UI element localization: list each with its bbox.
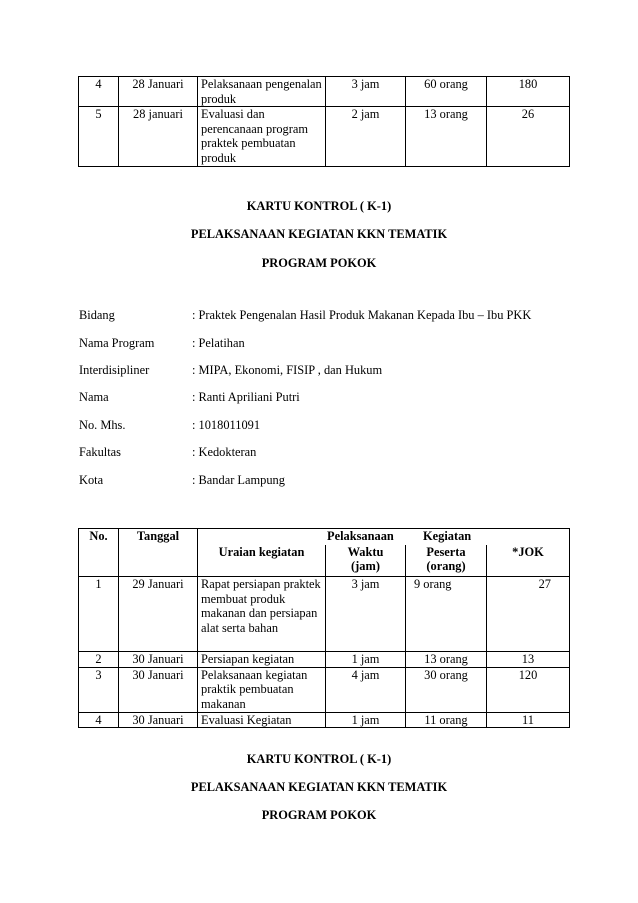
program-title: PROGRAM POKOK bbox=[261, 256, 377, 270]
info-value: : Bandar Lampung bbox=[192, 473, 285, 487]
info-value: : MIPA, Ekonomi, FISIP , dan Hukum bbox=[192, 363, 383, 377]
info-value: : Praktek Pengenalan Hasil Produk Makanan Kepada Ibu – Ibu PKK bbox=[192, 308, 532, 322]
card-title: KARTU KONTROL ( K-1) bbox=[246, 752, 392, 766]
info-value: : 1018011091 bbox=[192, 418, 261, 432]
header-waktu: Waktu (jam) bbox=[326, 545, 406, 577]
cell-peserta: 11 orang bbox=[406, 712, 487, 728]
card-title: KARTU KONTROL ( K-1) bbox=[246, 199, 392, 213]
info-label: Bidang bbox=[79, 308, 115, 322]
cell-jok: 13 bbox=[487, 652, 570, 668]
cell-waktu: 2 jam bbox=[326, 107, 406, 167]
cell-uraian: Evaluasi Kegiatan bbox=[198, 712, 326, 728]
cell-uraian: Persiapan kegiatan bbox=[198, 652, 326, 668]
activity-table bbox=[78, 528, 570, 728]
cell-jok: 27 bbox=[487, 577, 570, 652]
table-row bbox=[79, 107, 570, 167]
info-label: Kota bbox=[79, 473, 104, 487]
info-value: : Pelatihan bbox=[192, 336, 245, 350]
cell-peserta: 13 orang bbox=[406, 652, 487, 668]
header-no: No. bbox=[79, 529, 119, 577]
header-jok: *JOK bbox=[487, 545, 570, 577]
info-value: : Ranti Apriliani Putri bbox=[192, 390, 300, 404]
cell-uraian: Evaluasi dan perencanaan program praktek pembuatan produk bbox=[198, 107, 326, 167]
cell-waktu: 3 jam bbox=[326, 77, 406, 107]
section-title: PELAKSANAAN KEGIATAN KKN TEMATIK bbox=[190, 227, 448, 241]
header-tanggal: Tanggal bbox=[119, 529, 198, 577]
cell-no: 4 bbox=[79, 712, 119, 728]
header-group bbox=[198, 529, 570, 545]
cell-peserta: 60 orang bbox=[406, 77, 487, 107]
cell-jok: 180 bbox=[487, 77, 570, 107]
cell-tanggal: 28 januari bbox=[119, 107, 198, 167]
section-title: PELAKSANAAN KEGIATAN KKN TEMATIK bbox=[190, 780, 448, 794]
info-label: Interdisipliner bbox=[79, 363, 150, 377]
info-label: No. Mhs. bbox=[79, 418, 126, 432]
cell-uraian: Rapat persiapan praktek membuat produk makanan dan persiapan alat serta bahan bbox=[198, 577, 326, 652]
cell-jok: 11 bbox=[487, 712, 570, 728]
table-row bbox=[79, 712, 570, 728]
info-label: Nama bbox=[79, 390, 109, 404]
cell-peserta: 9 orang bbox=[406, 577, 487, 652]
cell-no: 5 bbox=[79, 107, 119, 167]
table-row bbox=[79, 577, 570, 652]
cell-waktu: 1 jam bbox=[326, 652, 406, 668]
info-label: Nama Program bbox=[79, 336, 155, 350]
header-uraian: Uraian kegiatan bbox=[198, 545, 326, 577]
cell-no: 2 bbox=[79, 652, 119, 668]
header-pelaksanaan: Pelaksanaan bbox=[327, 529, 394, 543]
cell-peserta: 13 orang bbox=[406, 107, 487, 167]
cell-no: 1 bbox=[79, 577, 119, 652]
cell-waktu: 4 jam bbox=[326, 667, 406, 712]
header-kegiatan: Kegiatan bbox=[423, 529, 472, 543]
cell-tanggal: 30 Januari bbox=[119, 712, 198, 728]
activity-table-continued bbox=[78, 76, 570, 167]
cell-waktu: 3 jam bbox=[326, 577, 406, 652]
cell-no: 4 bbox=[79, 77, 119, 107]
table-row bbox=[79, 667, 570, 712]
cell-uraian: Pelaksanaan pengenalan produk bbox=[198, 77, 326, 107]
cell-jok: 26 bbox=[487, 107, 570, 167]
table-header-row bbox=[79, 529, 570, 545]
table-row bbox=[79, 652, 570, 668]
info-value: : Kedokteran bbox=[192, 445, 257, 459]
cell-tanggal: 28 Januari bbox=[119, 77, 198, 107]
cell-jok: 120 bbox=[487, 667, 570, 712]
cell-tanggal: 30 Januari bbox=[119, 667, 198, 712]
cell-peserta: 30 orang bbox=[406, 667, 487, 712]
table-row bbox=[79, 77, 570, 107]
cell-tanggal: 30 Januari bbox=[119, 652, 198, 668]
program-title: PROGRAM POKOK bbox=[261, 808, 377, 822]
info-label: Fakultas bbox=[79, 445, 121, 459]
cell-waktu: 1 jam bbox=[326, 712, 406, 728]
header-peserta: Peserta (orang) bbox=[406, 545, 487, 577]
cell-no: 3 bbox=[79, 667, 119, 712]
cell-tanggal: 29 Januari bbox=[119, 577, 198, 652]
cell-uraian: Pelaksanaan kegiatan praktik pembuatan makanan bbox=[198, 667, 326, 712]
